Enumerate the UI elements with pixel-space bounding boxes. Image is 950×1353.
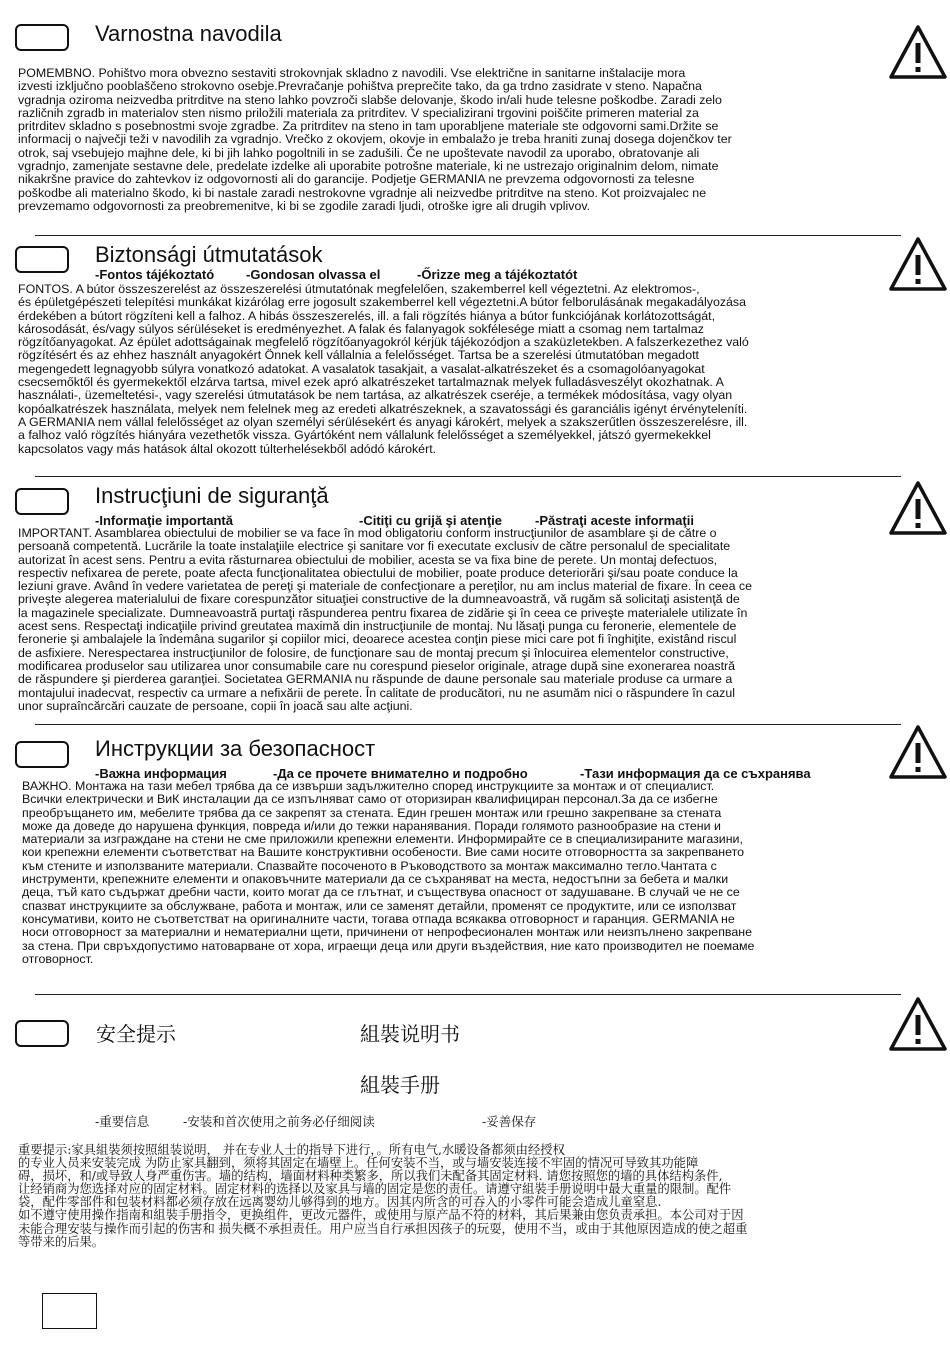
section-heading: 安全提示 bbox=[96, 1022, 176, 1046]
section-heading: Varnostna navodila bbox=[95, 21, 282, 46]
language-label-box bbox=[15, 488, 69, 515]
section-subhead: -Важна информация bbox=[95, 766, 227, 781]
section-heading: Biztonsági útmutatások bbox=[95, 242, 323, 267]
section-divider bbox=[35, 724, 901, 725]
section-body: ВАЖНО. Монтажа на тази мебел трябва да се извърши задължително според инструкциите за монтаж и от специалист. Всички електрически и ВиК инсталации да се изпълняват само от оторизиран квалифициран персонал.За да се избегне преобръщането им, мебелите трябва да се закрепят за стената. Един грешен монтаж или грешно закрепване за стената може да доведе до нарушена функция, повреда и/или до тежки наранявания. Поради голямото разнообразие на стени и материали за изграждане на стени не сме приложили крепежни елементи. Информирайте се в специализираните магазини, кои крепежни елементи съответстват на Вашите конструктивни особености. Вие сами носите отговорността за закрепването към стените и използваните материали. Спазвайте посоченото в Ръководството за монтаж максимално тегло.Чантата с инструменти, крепежните елементи и опаковъчните материали да се съхраняват на места, недостъпни за бебета и малки деца, тъй като съдържат дребни части, които могат да се глътнат, и съществува опасност от задушаване. В случай че не се спазват инструкциите за обслужване, работа и монтаж, или се заменят детайли, променят се продуктите, или се използват консумативи, които не съответстват на оригиналните части, тогава отпада всякаква отговорност и гаранция. GERMANIA не носи отговорност за материални и нематериални щети, причинени от непрофесионален монтаж или неизпълнено закрепване за стена. При свръхдопустимо натоварване от хора, играещи деца или други въздействия, ние като производител не поемаме отговорност. bbox=[22, 779, 755, 966]
warning-triangle-icon bbox=[888, 996, 948, 1052]
section-subhead: -Fontos tájékoztató bbox=[95, 267, 215, 282]
section-divider bbox=[35, 994, 901, 995]
warning-triangle-icon bbox=[888, 724, 948, 780]
section-subhead: -重要信息 bbox=[95, 1114, 150, 1129]
section-subhead: -妥善保存 bbox=[482, 1114, 537, 1129]
page-footer-box bbox=[42, 1293, 97, 1329]
section-subhead: -Őrizze meg a tájékoztatót bbox=[417, 267, 578, 282]
section-body: 重要提示:家具組裝须按照組装说明， 并在专业人士的指导下进行，。所有电气,水暖设备都须由经授权 的专业人员来安装完成 为防止家具翻到，须将其固定在墙壁上。任何安装不当，或与墙安装连接不牢固的情况可导致其功能障 碍，损坏，和/或导致人身严重伤害。墙的结构，墙面材料种类繁多，所以我们未配备其固定材料. 请您按照您的墙的具体结构条件, 让经销商为您选择对应的固定材料。固定材料的选择以及家具与墙的固定是您的责任。请遵守組裝手册说明中最大重量的限制。配件 袋，配件零部件和包装材料都必须存放在远离婴幼儿够得到的地方。因其内所含的可吞入的小零件可能会造成儿童窒息. 如不遵守使用操作指南和組裝手册指令，更换组件，更改元器件，或使用与原产品不符的材料，其后果兼由您负责承担。本公司对于因 未能合理安装与操作而引起的伤害和 损失概不承担责任。用户应当自行承担因孩子的玩耍，使用不当，或由于其他原因造成的使之超重 等带来的后果。 bbox=[18, 1143, 748, 1249]
section-heading: Instrucţiuni de siguranţă bbox=[95, 483, 329, 508]
section-divider bbox=[35, 235, 901, 236]
language-label-box bbox=[15, 1020, 69, 1047]
section-subhead: -Тази информация да се съхранява bbox=[580, 766, 811, 781]
warning-triangle-icon bbox=[888, 236, 948, 292]
instruction-subtitle: 組裝手册 bbox=[360, 1073, 440, 1097]
section-subhead: -Да се прочете внимателно и подробно bbox=[273, 766, 528, 781]
section-subhead: -安装和首次使用之前务必仔细阅读 bbox=[183, 1114, 375, 1129]
language-label-box bbox=[15, 246, 69, 273]
section-divider bbox=[35, 476, 901, 477]
section-body: IMPORTANT. Asamblarea obiectului de mobilier se va face în mod obligatoriu conform instrucţiunilor de asamblare şi de către o persoană competentă. Lucrările la toate instalaţiile electrice şi sanitare vor fi executate exclusiv de către personalul de specialitate autorizat în acest sens. Pentru a evita răsturnarea obiectului de mobilier, acesta se va fixa bine de perete. Un montaj defectuos, respectiv nefixarea de perete, poate afecta funcţionalitatea obiectului de mobilier, poate produce deteriorări şi/sau poate conduce la leziuni grave. Având în vedere varietatea de pereţi şi materiale de confecţionare a pereţilor, nu am inclus material de fixare. În ceea ce priveşte alegerea materialului de fixare corespunzător situaţiei constructive de la dumneavoastră, vă rugăm să solicitaţi asistenţă de la magazinele specializate. Dumneavoastră purtaţi răspunderea pentru fixarea de zidărie şi în ceea ce priveşte materialele utilizate în acest sens. Respectaţi indicaţiile privind greutatea maximă din instrucţiunile de montaj. Nu lăsaţi punga cu feronerie, elementele de feronerie şi ambalajele la îndemâna sugarilor şi copiilor mici, deoarece acestea conţin piese mici care pot fi înghiţite, existând riscul de asfixiere. Nerespectarea instrucţiunilor de folosire, de funcţionare sau de montaj precum şi înlocuirea elementelor constructive, modificarea produselor sau utilizarea unor consumabile care nu corespund pieselor originale, atrage după sine exonerarea noastră de răspundere şi pierderea garanţiei. Societatea GERMANIA nu răspunde de daune personale sau materiale produse ca urmare a montajului inadecvat, respectiv ca urmare a nefixării de perete. În calitate de producători, nu ne asumăm nici o răspundere în cazul unor supraîncărcări cauzate de persoane, copii în joacă sau alte acţiuni. bbox=[18, 526, 752, 713]
section-subhead: -Informaţie importantă bbox=[95, 513, 233, 528]
warning-triangle-icon bbox=[888, 480, 948, 536]
section-subhead: -Citiţi cu grijă şi atenţie bbox=[359, 513, 503, 528]
section-subhead: -Gondosan olvassa el bbox=[246, 267, 381, 282]
warning-triangle-icon bbox=[888, 24, 948, 80]
section-body: POMEMBNO. Pohištvo mora obvezno sestaviti strokovnjak skladno z navodili. Vse električne in sanitarne inštalacije mora izvesti izključno pooblaščeno strokovno osebje.Prevračanje pohištva preprečite tako, da ga trdno zasidrate v steno. Napačna vgradnja oziroma neizvedba pritrditve na steno lahko povzroči slabše delovanje, škodo in/ali hude telesne poškodbe. Zaradi zelo različnih zgradb in materialov sten nismo priložili materiala za pritrditev. V specializirani trgovini poiščite primeren material za pritrditev skladno s posebnostmi svoje zgradbe. Za pritrditev na steno in tam uporabljene materiale ste odgovorni sami.Držite se informacij o največji teži v navodilih za vgradnjo. Vrečko z okovjem, okovje in embalažo je treba hraniti zunaj dosega dojenčkov ter otrok, saj vsebujejo majhne dele, ki bi jih lahko pogoltnili in se zadušili. Če ne upoštevate navodil za uporabo, obratovanje ali vgradnjo, zamenjate sestavne dele, predelate izdelke ali uporabite potrošne materiale, ki ne ustrezajo originalnim delom, nimate nikakršne pravice do zahtevkov iz odgovornosti ali do garancije. Podjetje GERMANIA ne prevzema odgovornosti za telesne poškodbe ali materialno škodo, ki bi nastale zaradi nestrokovne vgradnje ali neizvedbe pritrditve na steno. Kot proizvajalec ne prevzemamo odgovornosti za preobremenitve, ki bi se zgodile zaradi ljudi, otroške igre ali drugih vplivov. bbox=[18, 66, 732, 213]
section-subhead: -Păstraţi aceste informaţii bbox=[535, 513, 694, 528]
language-label-box bbox=[15, 24, 69, 51]
section-heading: Инструкции за безопасност bbox=[95, 736, 376, 761]
section-body: FONTOS. A bútor összeszerelést az összeszerelési útmutatónak megfelelően, szakemberrel kell végeztetni. Az elektromos-, és épületgépészeti telepítési munkákat kizárólag erre jogosult szakemberrel kell végeztetni.A bútor felborulásának megakadályozása érdekében a bútort rögzíteni kell a falhoz. A hibás összeszerelés, ill. a fali rögzítés hiánya a bútor funkciójának korlátozottságát, károsodását, és/vagy súlyos sérüléseket is eredményezhet. A falak és falanyagok sokfélesége miatt a csomag nem tartalmaz rögzítőanyagokat. Az épület adottságainak megfelelő rögzítőanyagokról kérjük tájékozódjon a szaküzletekben. A falszerkezethez való rögzítésért és az ehhez használt anyagokért Önnek kell vállalnia a felelősséget. Tartsa be a szerelési útmutatóban megadott megengedett legnagyobb súlyra vonatkozó adatokat. A vasalatok tasakjait, a vasalat-alkatrészeket és a csomagolóanyagokat csecsemőktől és gyermekektől elzárva tartsa, mivel ezek apró alkatrészeket tartalmaznak melyek fulladásveszélyt okozhatnak. A használati-, üzemeltetési-, vagy szerelési útmutatások be nem tartása, az alkatrészek cseréje, a termékek módosítása, vagy olyan kopóalkatrészek használata, melyek nem felelnek meg az eredeti alkatrészeknek, a szavatossági és garanciális igényt érvényteleníti. A GERMANIA nem vállal felelősséget az olyan személyi sérülésekért és anyagi károkért, melyek a szakszerűtlen összeszerelésre, ill. a falhoz való rögzítés hiányára vezethetők vissza. Gyártóként nem vállalunk felelősséget a személyekkel, játszó gyermekekkel kapcsolatos vagy más hatások által okozott túlterhelésekből adódó károkért. bbox=[18, 282, 749, 456]
language-label-box bbox=[15, 741, 69, 768]
instruction-title: 組裝说明书 bbox=[360, 1022, 460, 1046]
